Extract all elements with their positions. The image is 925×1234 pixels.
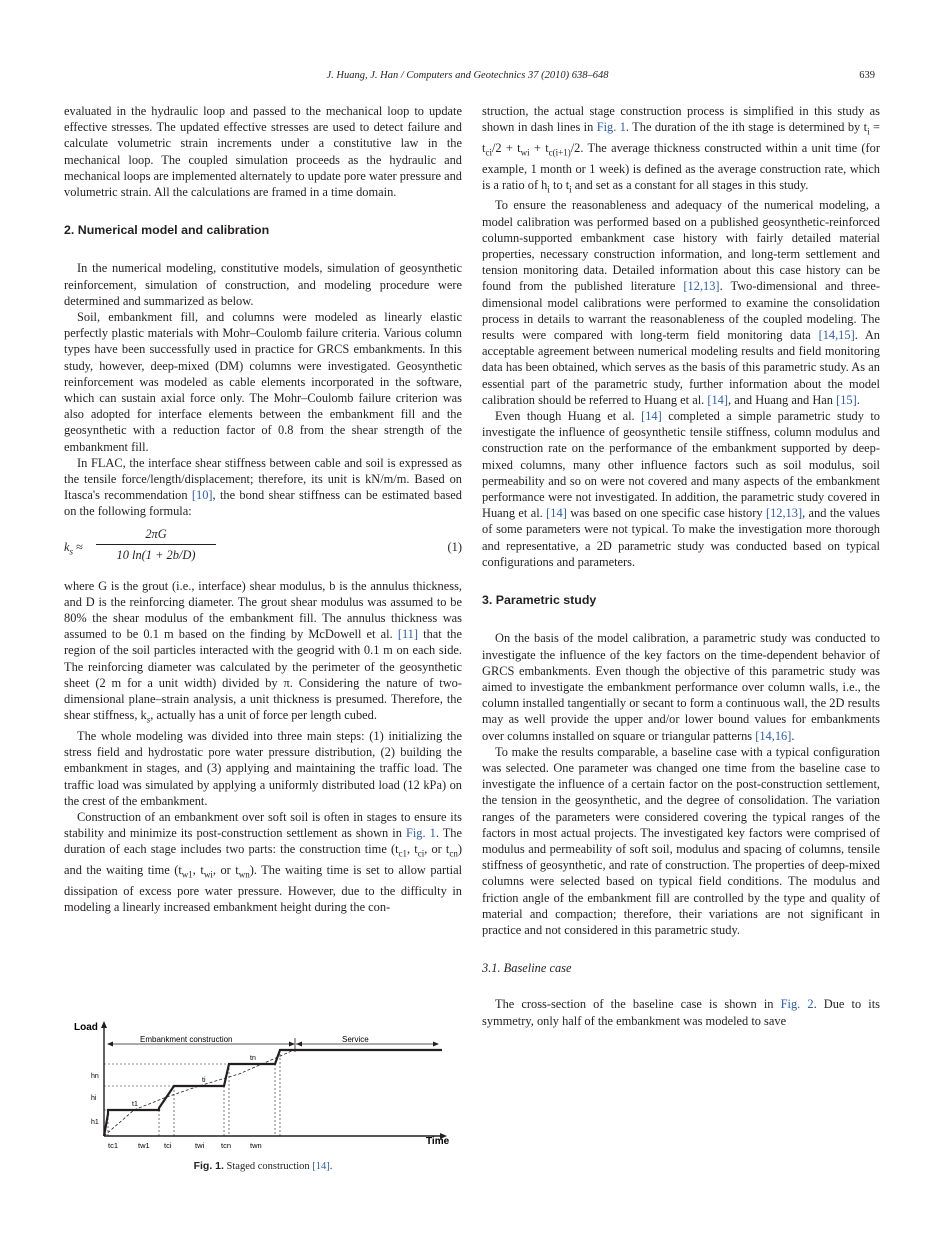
paragraph: Construction of an embankment over soft soil is often in stages to ensure its stability and minimize its post-construction settlement as shown in Fig. 1. The duration of each stage includes two parts: the construction time ($t_{c1}$, $t_{ci}$, or $t_{cn}$) and the waiting time ($t_{w1}$, $t_{wi}$, or $t_{wn}$). The waiting time is set to allow partial dissipation of excess pore water pressure. However, due to the difficulty in modeling a linearly increased embankment height during the con- <box>64 809 463 914</box>
equation-1 <box>64 526 462 572</box>
paragraph: To make the results comparable, a baseline case with a typical configuration was selected. One parameter was changed one time from the baseline case to investigate the influence of a certain factor on the post-construction settlement, the tension in the geosynthetic, and the degree of consolidation. The variation ranges of the parameters were considered covering the typical ranges of the factors in most actual projects. The investigated key factors were comprised of modulus and permeability of soft soil, modulus and spacing of columns, tensile stiffness of geosynthetic, and rate of construction. The properties of deep-mixed columns were selected based on typical field conditions. The modulus and friction angle of the embankment fill are controlled by the type and quality of material and compaction; therefore, their variations are not significant in practice and not considered in this parametric study. <box>482 744 880 937</box>
paragraph: On the basis of the model calibration, a parametric study was conducted to investigate the influence of the key factors on the time-dependent behavior of GRCS embankments. Even though the objective of this parametric study was aimed to investigate the embankment performance over column walls, i.e., the column installed tangentially or secant to form a continuous wall, the 2D results may as well provide the upper and/or lower bound values for embankments over columns installed on square or triangular patterns [14,16]. <box>482 631 880 743</box>
staged-construction-diagram <box>64 1018 462 1158</box>
citation-link[interactable]: [14,16] <box>755 728 792 743</box>
figure-link[interactable]: Fig. 2 <box>780 997 814 1012</box>
y-axis-arrow <box>101 1021 107 1028</box>
citation-link[interactable]: [14] <box>546 506 567 521</box>
text: , the bond shear stiffness can be estimated based on the following formula: <box>64 488 462 519</box>
t-label: tn <box>250 1055 256 1062</box>
equation-number: (1) <box>447 539 462 554</box>
subsection-heading: 3.1. Baseline case <box>482 961 572 976</box>
figure-1 <box>64 1018 462 1178</box>
equation-numerator: 2πG <box>96 526 216 545</box>
paragraph: Soil, embankment fill, and columns were modeled as linearly elastic perfectly plastic materials with Mohr–Coulomb failure criteria. Various column types have been successfully used in practice for GRCS embankments. In this study, however, deep-mixed (DM) columns were investigated. Geosynthetic reinforcement was modeled as cable elements incorporated in the software, which can sustain axial force only. The Mohr–Coulomb failure criterion was also adopted for interface elements between the embankment fill and the geosynthetic with a reduction factor of 0.8 from the shear strength of the embankment fill. <box>64 310 462 454</box>
section-heading: 3. Parametric study <box>482 593 597 608</box>
paragraph: Even though Huang et al. [14] completed a simple parametric study to investigate the influence of geosynthetic tensile stiffness, column modulus and construction rate on the performance of the embankment supported by deep-mixed columns, many other influence factors such as soil modulus, soil permeability and so on were not covered and many aspects of the embankment performance were not investigated. In addition, the parametric study covered in Huang et al. [14] was based on one specific case history [12,13], and the values of some parameters were not typical. To make the investigation more thorough and representative, a 2D parametric study was conducted based on typical configurations and parameters. <box>482 409 881 569</box>
citation-link[interactable]: [14,15] <box>818 328 855 343</box>
paragraph: evaluated in the hydraulic loop and passed to the mechanical loop to update effective stresses. The updated effective stresses are used to detect failure and calculate volumetric strain increments under a constitutive law in the mechanical loop. The coupled simulation proceeds as the hydraulic and mechanical loops are implemented alternately to update pore water pressure and volumetric strain. All the calculations are framed in a time domain. <box>64 104 462 200</box>
t-label: ti <box>202 1077 206 1084</box>
paragraph: To ensure the reasonableness and adequacy of the numerical modeling, a model calibration was performed based on a published geosynthetic-reinforced column-supported embankment case history with fairly detailed material properties, necessary construction information, and long-term settlement and tension monitoring data. Detailed information about this case history can be found from the published literature [12,13]. Two-dimensional and three-dimensional model calibrations were performed to examine the consolidation process in details to warrant the reasonableness of the coupled modeling. The results were compared with long-term field monitoring data [14,15]. An acceptable agreement between numerical modeling results and field monitoring data has been obtained, which serves as the basis of this parametric study. As an essential part of the parametric study, further information about the model calibration should be referred to Huang et al. [14], and Huang and Han [15]. <box>482 198 881 407</box>
citation-link[interactable]: [12,13] <box>765 506 803 521</box>
h-label: hn <box>91 1073 99 1080</box>
citation-link[interactable]: [14] <box>641 409 662 424</box>
time-tick: tw1 <box>138 1141 150 1150</box>
equation-denominator: 10 ln(1 + 2b/D) <box>116 547 196 562</box>
journal-citation: J. Huang, J. Han / Computers and Geotechnics 37 (2010) 638–648 <box>326 70 609 81</box>
paragraph: The cross-section of the baseline case is shown in Fig. 2. Due to its symmetry, only half of the embankment was modeled to save <box>482 997 880 1028</box>
x-axis-label: Time <box>426 1136 450 1147</box>
citation-link[interactable]: [10] <box>191 488 213 503</box>
equation-fraction <box>96 526 216 563</box>
time-tick: tcn <box>221 1141 232 1150</box>
citation-link[interactable]: [12,13] <box>683 279 720 294</box>
figure-link[interactable]: Fig. 1 <box>405 826 436 841</box>
construction-label: Embankment construction <box>140 1035 233 1044</box>
time-tick: twi <box>195 1141 205 1150</box>
paragraph: In the numerical modeling, constitutive models, simulation of geosynthetic reinforcement, simulation of construction, and modeling procedure were determined and summarized as below. <box>64 261 462 308</box>
paragraph: The whole modeling was divided into three main steps: (1) initializing the stress field and hydrostatic pore water pressure distribution, (2) building the embankment in stages, and (3) applying and maintaining the traffic load. The traffic load was simulated by applying a uniformly distributed load (12 kPa) on the crest of the embankment. <box>64 728 462 808</box>
section-heading: 2. Numerical model and calibration <box>64 223 270 238</box>
text: In FLAC, the interface shear stiffness between cable and soil is expressed as the tensile force/length/displacement; therefore, its unit is kN/m/m. Based on Itasca's recommendation <box>64 455 462 503</box>
figure-caption: Fig. 1. Staged construction [14]. <box>193 1160 333 1172</box>
h-label: h1 <box>91 1119 99 1126</box>
citation-link[interactable]: [14] <box>707 392 729 407</box>
running-header <box>60 70 875 86</box>
citation-link[interactable]: [14] <box>312 1161 330 1172</box>
figure-link[interactable]: Fig. 1 <box>596 120 626 135</box>
service-label: Service <box>342 1035 369 1044</box>
paragraph: where G is the grout (i.e., interface) shear modulus, b is the annulus thickness, and D is the reinforcing diameter. The grout shear modulus was assumed to be 80% the shear modulus of the embankment fill. The annulus thickness was assumed to be 0.1 m based on the finding by McDowell et al. [11] that the region of the soil particles interacted with the geogrid with 0.1 m on each side. The reinforcing diameter was calculated by the perimeter of the geosynthetic sheet (2 m for a unit width) divided by π. Considering the nature of two-dimensional plane–strain analysis, a unit thickness is presumed. Therefore, the shear stiffness, $k_s$, actually has a unit of force per length cubed. <box>64 578 462 725</box>
citation-link[interactable]: [15] <box>836 392 857 407</box>
paragraph <box>64 455 462 520</box>
time-tick: tci <box>164 1141 172 1150</box>
right-column <box>482 103 880 1029</box>
time-tick: tc1 <box>108 1141 119 1150</box>
h-label: hi <box>91 1095 97 1102</box>
left-column <box>64 103 462 915</box>
paragraph: struction, the actual stage construction process is simplified in this study as shown in dash lines in Fig. 1. The duration of the ith stage is determined by $t_i = t_{ci}/2 + t_{wi} + t_{c(i+1)}/2$. The average thickness constructed within a unit time (for example, 1 month or 1 week) is defined as the average construction rate, which is a ratio of $h_i$ to $t_i$ and set as a constant for all stages in this study. <box>482 104 880 195</box>
equation-lhs: $k_s$ ≈ <box>64 539 83 557</box>
time-tick: twn <box>250 1141 262 1150</box>
stage-load-line <box>104 1050 442 1136</box>
t-label: t1 <box>132 1101 138 1108</box>
page-number: 639 <box>859 70 875 81</box>
y-axis-label: Load <box>74 1022 98 1033</box>
citation-link[interactable]: [11] <box>397 627 418 642</box>
